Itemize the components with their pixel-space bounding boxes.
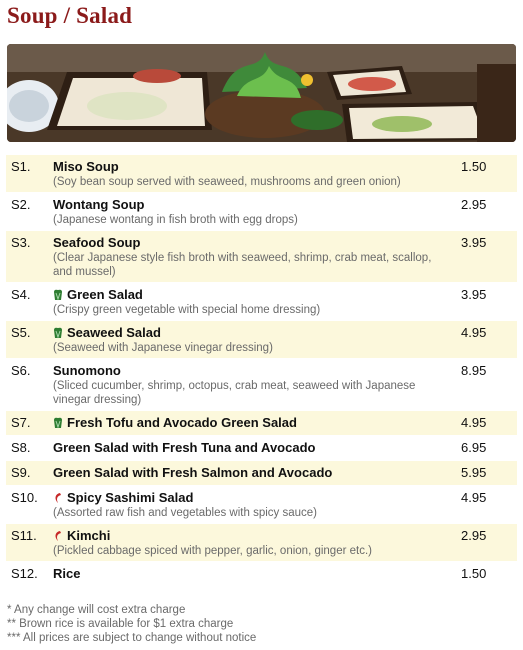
item-name-line xyxy=(53,528,461,543)
item-info xyxy=(53,566,461,581)
item-code: S1. xyxy=(11,159,31,174)
item-price: 8.95 xyxy=(461,363,487,378)
footer-note: ** Brown rice is available for $1 extra charge xyxy=(7,618,234,630)
item-description: (Japanese wontang in fish broth with egg drops) xyxy=(53,214,298,226)
item-name: Seafood Soup xyxy=(53,235,141,250)
item-code: S12. xyxy=(11,566,38,581)
item-code: S5. xyxy=(11,325,31,340)
item-description: (Assorted raw fish and vegetables with spicy sauce) xyxy=(53,507,317,519)
item-info xyxy=(53,490,461,520)
spicy-pepper-icon xyxy=(53,530,63,542)
menu-item-row xyxy=(6,461,517,486)
menu-item-row xyxy=(6,193,517,231)
item-name: Seaweed Salad xyxy=(67,325,161,340)
item-name-line xyxy=(53,287,461,302)
item-name-line xyxy=(53,325,461,340)
menu-list xyxy=(6,155,517,587)
item-price: 4.95 xyxy=(461,490,487,505)
item-name-line xyxy=(53,159,461,174)
item-name-line xyxy=(53,440,461,455)
item-info xyxy=(53,197,461,227)
page-title: Soup / Salad xyxy=(7,3,133,28)
item-info xyxy=(53,415,461,430)
menu-item-row xyxy=(6,359,517,411)
item-code: S10. xyxy=(11,490,38,505)
item-name: Sunomono xyxy=(53,363,121,378)
item-code: S2. xyxy=(11,197,31,212)
item-name: Fresh Tofu and Avocado Green Salad xyxy=(67,415,297,430)
item-info xyxy=(53,325,461,355)
item-description: (Pickled cabbage spiced with pepper, garlic, onion, ginger etc.) xyxy=(53,545,372,557)
menu-item-row xyxy=(6,562,517,587)
item-code: S7. xyxy=(11,415,31,430)
item-description: (Sliced cucumber, shrimp, octopus, crab meat, seaweed with Japanese vinegar dressing) xyxy=(53,380,416,406)
item-name-line xyxy=(53,415,461,430)
item-name-line xyxy=(53,197,461,212)
item-name-line xyxy=(53,490,461,505)
vegetarian-leaf-icon xyxy=(53,289,63,301)
vegetarian-leaf-icon xyxy=(53,417,63,429)
item-info xyxy=(53,440,461,455)
item-name: Green Salad with Fresh Salmon and Avocado xyxy=(53,465,333,480)
item-price: 6.95 xyxy=(461,440,487,455)
item-info xyxy=(53,528,461,558)
item-name-line xyxy=(53,363,461,378)
item-info xyxy=(53,235,461,279)
item-price: 4.95 xyxy=(461,415,487,430)
item-name-line xyxy=(53,465,461,480)
item-code: S11. xyxy=(11,528,37,543)
menu-item-row xyxy=(6,486,517,524)
item-price: 3.95 xyxy=(461,287,487,302)
item-price: 3.95 xyxy=(461,235,487,250)
menu-item-row xyxy=(6,411,517,436)
item-name: Spicy Sashimi Salad xyxy=(67,490,194,505)
item-description: (Crispy green vegetable with special home dressing) xyxy=(53,304,321,316)
item-name-line xyxy=(53,566,461,581)
spicy-pepper-icon xyxy=(53,492,63,504)
item-price: 1.50 xyxy=(461,566,487,581)
item-info xyxy=(53,159,461,189)
menu-item-row xyxy=(6,321,517,359)
vegetarian-leaf-icon xyxy=(53,327,63,339)
item-code: S9. xyxy=(11,465,31,480)
item-price: 2.95 xyxy=(461,197,487,212)
menu-item-row xyxy=(6,524,517,562)
item-price: 5.95 xyxy=(461,465,487,480)
menu-item-row xyxy=(6,155,517,193)
item-name: Kimchi xyxy=(67,528,111,543)
item-code: S6. xyxy=(11,363,31,378)
item-price: 2.95 xyxy=(461,528,487,543)
menu-item-row xyxy=(6,231,517,283)
banner-food-photo xyxy=(7,44,516,142)
item-name: Wontang Soup xyxy=(53,197,145,212)
item-info xyxy=(53,287,461,317)
item-price: 1.50 xyxy=(461,159,487,174)
menu-item-row xyxy=(6,283,517,321)
item-description: (Seaweed with Japanese vinegar dressing) xyxy=(53,342,273,354)
footer-notes xyxy=(7,603,256,645)
item-name: Rice xyxy=(53,566,81,581)
item-code: S8. xyxy=(11,440,31,455)
footer-note: *** All prices are subject to change without notice xyxy=(7,632,257,644)
item-code: S3. xyxy=(11,235,31,250)
item-name: Miso Soup xyxy=(53,159,119,174)
footer-note: * Any change will cost extra charge xyxy=(7,604,186,616)
item-code: S4. xyxy=(11,287,31,302)
item-info xyxy=(53,363,461,407)
item-price: 4.95 xyxy=(461,325,487,340)
item-description: (Clear Japanese style fish broth with seaweed, shrimp, crab meat, scallop, and mussel) xyxy=(53,252,432,278)
item-name: Green Salad xyxy=(67,287,143,302)
menu-item-row xyxy=(6,436,517,461)
item-info xyxy=(53,465,461,480)
item-name: Green Salad with Fresh Tuna and Avocado xyxy=(53,440,316,455)
item-description: (Soy bean soup served with seaweed, mushrooms and green onion) xyxy=(53,176,401,188)
item-name-line xyxy=(53,235,461,250)
